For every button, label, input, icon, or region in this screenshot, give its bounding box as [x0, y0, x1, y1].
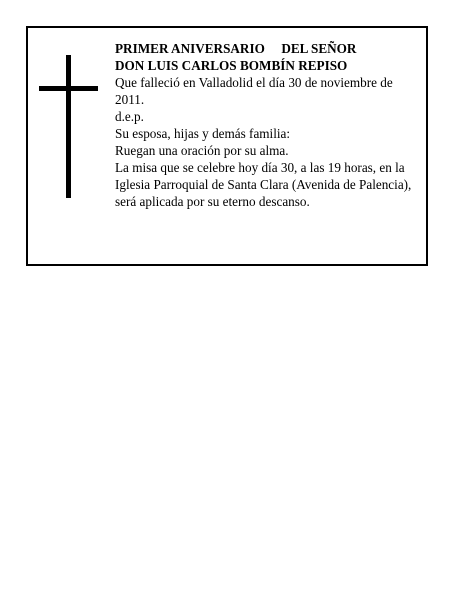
- cross-vertical-bar: [66, 55, 71, 198]
- cross-horizontal-bar: [39, 86, 98, 91]
- family-text: Su esposa, hijas y demás familia:: [115, 126, 291, 141]
- notice-text: [115, 40, 419, 210]
- rip-text: d.e.p.: [115, 109, 144, 124]
- death-date-text: Que falleció en Valladolid el día 30 de noviembre de 2011.: [115, 75, 393, 107]
- notice-heading-line-1: PRIMER ANIVERSARIO DEL SEÑOR: [115, 41, 357, 56]
- obituary-notice: [26, 26, 428, 266]
- notice-heading-line-2: DON LUIS CARLOS BOMBÍN REPISO: [115, 58, 348, 73]
- prayer-request-text: Ruegan una oración por su alma.: [115, 143, 289, 158]
- mass-details-text: La misa que se celebre hoy día 30, a las 19 horas, en la Iglesia Parroquial de Santa Clara (Avenida de Palencia), será aplicada por su eterno descanso.: [115, 160, 412, 209]
